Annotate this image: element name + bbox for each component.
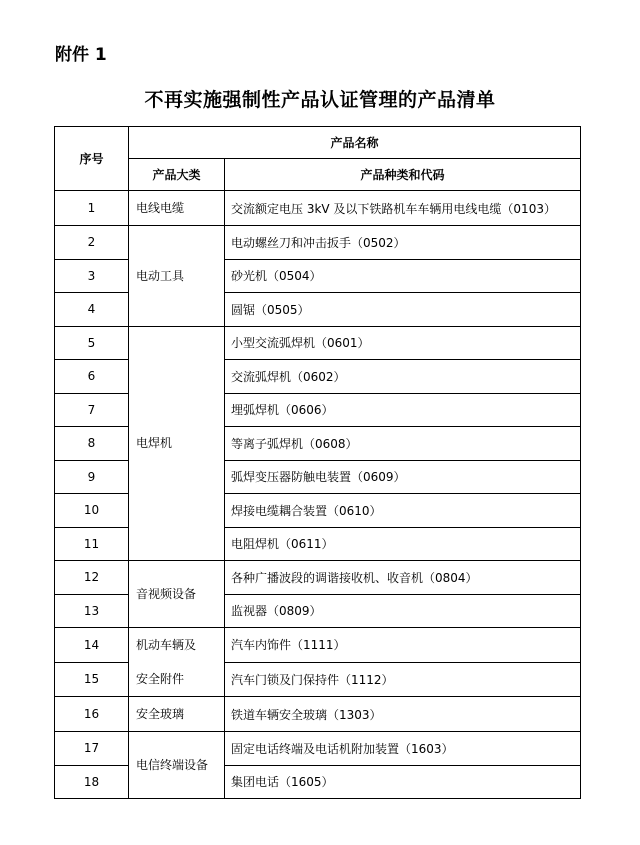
table-row: [55, 561, 581, 595]
product-cell: 电阻焊机（0611）: [225, 527, 581, 561]
row-number: 16: [55, 697, 129, 732]
row-number: 8: [55, 427, 129, 461]
row-number: 15: [55, 662, 129, 697]
product-cell: 焊接电缆耦合装置（0610）: [225, 494, 581, 528]
row-number: 9: [55, 460, 129, 494]
product-cell: 砂光机（0504）: [225, 259, 581, 293]
row-number: 12: [55, 561, 129, 595]
row-number: 2: [55, 226, 129, 260]
table-row: [55, 191, 581, 226]
product-cell: 汽车门锁及门保持件（1112）: [225, 662, 581, 697]
product-cell: 小型交流弧焊机（0601）: [225, 326, 581, 360]
header-seq: 序号: [55, 127, 129, 191]
attachment-label: 附件 1: [55, 45, 107, 65]
row-number: 18: [55, 765, 129, 799]
product-cell: 交流额定电压 3kV 及以下铁路机车车辆用电线电缆（0103）: [225, 191, 581, 226]
category-cell: [129, 628, 225, 697]
page-title: 不再实施强制性产品认证管理的产品清单: [144, 89, 496, 111]
table-row: [55, 697, 581, 732]
product-cell: 铁道车辆安全玻璃（1303）: [225, 697, 581, 732]
category-cell: 电焊机: [129, 326, 225, 561]
product-list-table: [54, 126, 581, 799]
row-number: 10: [55, 494, 129, 528]
product-cell: 电动螺丝刀和冲击扳手（0502）: [225, 226, 581, 260]
row-number: 17: [55, 732, 129, 766]
category-cell: 电动工具: [129, 226, 225, 327]
row-number: 13: [55, 594, 129, 628]
product-cell: 等离子弧焊机（0608）: [225, 427, 581, 461]
row-number: 11: [55, 527, 129, 561]
header-category: 产品大类: [129, 159, 225, 191]
header-subrow: [55, 159, 581, 191]
table-row: [55, 226, 581, 260]
category-cell: 音视频设备: [129, 561, 225, 628]
row-number: 6: [55, 360, 129, 394]
category-line: 机动车辆及: [136, 638, 197, 652]
product-cell: 固定电话终端及电话机附加装置（1603）: [225, 732, 581, 766]
product-cell: 交流弧焊机（0602）: [225, 360, 581, 394]
header-row: [55, 127, 581, 159]
table-row: [55, 326, 581, 360]
category-cell: 安全玻璃: [129, 697, 225, 732]
row-number: 5: [55, 326, 129, 360]
row-number: 7: [55, 393, 129, 427]
product-cell: 埋弧焊机（0606）: [225, 393, 581, 427]
product-cell: 弧焊变压器防触电装置（0609）: [225, 460, 581, 494]
table-row: [55, 628, 581, 663]
product-cell: 集团电话（1605）: [225, 765, 581, 799]
category-cell: 电线电缆: [129, 191, 225, 226]
table-row: [55, 732, 581, 766]
row-number: 1: [55, 191, 129, 226]
row-number: 4: [55, 293, 129, 327]
product-cell: 各种广播波段的调谐接收机、收音机（0804）: [225, 561, 581, 595]
category-line: 安全附件: [136, 672, 185, 686]
category-cell: 电信终端设备: [129, 732, 225, 799]
product-cell: 监视器（0809）: [225, 594, 581, 628]
row-number: 3: [55, 259, 129, 293]
header-type-code: 产品种类和代码: [225, 159, 581, 191]
header-product-name: 产品名称: [129, 127, 581, 159]
product-cell: 汽车内饰件（1111）: [225, 628, 581, 663]
row-number: 14: [55, 628, 129, 663]
product-cell: 圆锯（0505）: [225, 293, 581, 327]
